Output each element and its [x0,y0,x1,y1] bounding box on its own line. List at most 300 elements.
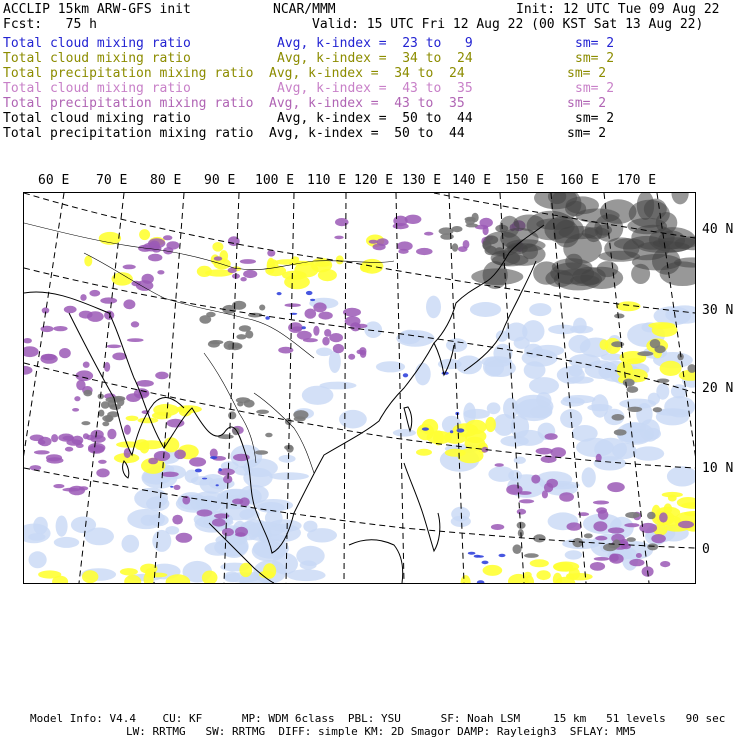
purple-precip-patch [651,534,666,543]
purple-precip-patch [126,393,140,402]
purple-precip-patch [96,468,109,477]
purple-precip-patch [131,321,139,327]
light-cloud-patch [265,524,301,542]
lon-label: 60 E [38,173,70,188]
purple-precip-patch [59,348,71,358]
yellow-cloud-patch [126,416,139,421]
gray-cloud-patch [265,433,272,438]
dark-cloud-mass [631,225,674,250]
yellow-cloud-patch [483,565,503,576]
map-title: ACCLIP 15km ARW-GFS init [3,2,191,17]
yellow-cloud-patch [530,559,549,567]
gray-cloud-patch [655,345,666,353]
purple-precip-patch [53,326,67,331]
forecast-hour: Fcst: 75 h [3,17,97,32]
light-cloud-patch [376,361,405,372]
light-cloud-patch [56,516,68,537]
light-cloud-patch [570,325,593,333]
gray-cloud-patch [627,537,636,542]
light-cloud-patch [252,540,286,561]
light-cloud-patch [451,507,470,522]
init-time: Init: 12 UTC Tue 09 Aug 22 [516,2,720,17]
yellow-cloud-patch [652,323,678,337]
gray-cloud-patch [625,512,640,518]
purple-precip-patch [100,297,117,303]
light-cloud-patch [71,517,96,534]
purple-precip-patch [41,354,56,361]
yellow-cloud-patch [318,269,337,281]
purple-precip-patch [212,518,226,526]
purple-precip-patch [678,521,694,528]
field-name: Total cloud mixing ratio [3,81,191,96]
purple-precip-patch [24,366,33,375]
field-sm: sm= 2 [567,66,607,81]
blue-cloud-speck [302,326,306,329]
dark-cloud-mass [565,254,582,270]
blue-cloud-speck [290,313,298,315]
gray-cloud-patch [98,410,104,417]
gray-cloud-patch [572,538,583,547]
purple-precip-patch [154,451,170,461]
purple-precip-patch [189,457,206,466]
light-cloud-patch [667,466,695,486]
lon-label: 90 E [204,173,236,188]
purple-precip-patch [458,246,468,252]
purple-precip-patch [480,218,493,228]
gray-cloud-patch [81,421,90,425]
model-info: Model Info: V4.4 CU: KF MP: WDM 6class PBL: YSU SF: Noah LSM 15 km 51 levels 90 sec [30,712,726,725]
gray-cloud-patch [236,334,246,339]
coastline-philippines [404,463,440,551]
gray-cloud-patch [256,410,269,414]
purple-precip-patch [598,510,609,520]
purple-precip-patch [51,434,58,442]
purple-precip-patch [240,259,256,264]
gray-cloud-patch [533,534,545,542]
light-cloud-patch [398,330,420,344]
purple-precip-patch [318,312,332,320]
coastline-srilanka [123,461,129,478]
purple-precip-patch [172,515,183,525]
purple-precip-patch [424,232,433,236]
model-physics: LW: RRTMG SW: RRTMG DIFF: simple KM: 2D Smagor DAMP: Rayleigh3 SFLAY: MM5 [126,725,636,738]
purple-precip-patch [161,472,178,477]
gray-cloud-patch [513,544,522,554]
field-name: Total precipitation mixing ratio [3,96,254,111]
gray-cloud-patch [285,418,292,425]
dark-cloud-mass [597,261,619,277]
field-avg: Avg, k-index = 23 to 9 [277,36,473,51]
field-sm: sm= 2 [575,111,615,126]
field-name: Total precipitation mixing ratio [3,66,254,81]
blue-cloud-speck [457,428,465,432]
gray-cloud-patch [611,341,624,347]
gray-cloud-patch [647,512,656,519]
yellow-cloud-patch [152,412,172,420]
light-cloud-patch [364,321,382,338]
gray-cloud-patch [255,450,268,455]
purple-precip-patch [88,445,105,454]
blue-cloud-speck [499,554,506,557]
yellow-cloud-patch [265,265,286,276]
field-sm: sm= 2 [567,96,607,111]
light-cloud-patch [243,468,272,488]
purple-precip-patch [567,522,582,530]
gray-cloud-patch [627,407,642,412]
light-cloud-patch [426,296,441,319]
field-avg: Avg, k-index = 43 to 35 [277,81,473,96]
blue-cloud-speck [403,373,408,377]
lat-label: 10 N [702,461,734,476]
purple-precip-patch [593,521,607,531]
field-sm: sm= 2 [575,36,615,51]
light-cloud-patch [470,302,501,317]
purple-precip-patch [334,236,343,240]
light-cloud-patch [557,366,585,384]
lat-label: 20 N [702,381,734,396]
purple-precip-patch [83,433,89,439]
light-cloud-patch [127,509,165,529]
purple-precip-patch [64,306,77,313]
lat-label: 40 N [702,222,734,237]
blue-cloud-speck [482,561,489,565]
yellow-cloud-patch [284,275,310,290]
dark-cloud-mass [599,251,641,262]
field-name: Total cloud mixing ratio [3,36,191,51]
purple-precip-patch [660,561,670,567]
gray-cloud-patch [653,407,662,412]
purple-precip-patch [357,350,364,355]
purple-precip-patch [243,270,257,278]
field-sm: sm= 2 [575,81,615,96]
yellow-cloud-patch [553,573,562,583]
purple-precip-patch [550,447,566,457]
purple-precip-patch [46,457,63,463]
purple-precip-patch [369,240,378,244]
purple-precip-patch [107,429,116,440]
lon-label: 120 E [354,173,394,188]
light-cloud-patch [561,397,585,406]
purple-precip-patch [609,554,619,562]
purple-precip-patch [127,338,144,342]
purple-precip-patch [30,435,44,442]
field-sm: sm= 2 [575,51,615,66]
light-cloud-patch [656,383,669,399]
purple-precip-patch [62,488,80,492]
purple-precip-patch [80,294,86,301]
purple-precip-patch [329,333,343,342]
purple-precip-patch [83,362,90,368]
yellow-cloud-patch [461,575,471,583]
blue-cloud-speck [210,456,217,459]
light-cloud-patch [560,409,582,428]
dark-cloud-mass [585,221,603,242]
gray-cloud-patch [637,351,653,356]
gray-cloud-patch [452,243,458,252]
purple-precip-patch [305,309,317,319]
purple-precip-patch [89,290,100,297]
light-cloud-patch [296,546,324,566]
field-avg: Avg, k-index = 43 to 35 [269,96,465,111]
purple-precip-patch [87,311,104,322]
lon-label: 140 E [452,173,492,188]
gray-cloud-patch [612,414,625,421]
map-canvas [24,193,695,583]
dark-cloud-mass [570,275,599,286]
purple-precip-patch [174,450,186,460]
field-name: Total cloud mixing ratio [3,51,191,66]
light-cloud-patch [329,350,341,373]
purple-precip-patch [123,299,135,309]
gray-cloud-patch [228,411,236,419]
light-cloud-patch [279,455,296,463]
purple-precip-patch [124,425,131,435]
purple-precip-patch [519,499,534,503]
purple-precip-patch [163,235,172,240]
purple-precip-patch [240,277,246,281]
purple-precip-patch [176,533,193,543]
lon-label: 160 E [560,173,600,188]
gray-cloud-patch [237,402,243,407]
gray-cloud-patch [452,226,463,232]
purple-precip-patch [24,346,39,357]
light-cloud-patch [524,361,546,379]
coastline-taiwan [404,407,412,431]
purple-precip-patch [559,492,574,501]
light-cloud-patch [565,550,582,559]
purple-precip-patch [285,303,301,307]
purple-precip-patch [594,557,610,561]
purple-precip-patch [107,345,122,349]
purple-precip-patch [491,524,504,530]
purple-precip-patch [350,322,361,331]
purple-precip-patch [197,509,213,516]
purple-precip-patch [542,490,548,498]
purple-precip-patch [123,265,136,270]
organization-label: NCAR/MMM [273,2,336,17]
blue-cloud-speck [195,469,202,473]
blue-cloud-speck [477,580,485,583]
purple-precip-patch [65,447,73,452]
light-cloud-patch [514,395,554,418]
purple-precip-patch [72,436,84,445]
gray-cloud-patch [83,390,92,397]
gray-cloud-patch [293,410,308,419]
purple-precip-patch [348,354,355,360]
light-cloud-patch [29,551,47,568]
light-cloud-patch [307,528,337,542]
lat-label: 30 N [702,303,734,318]
coastline-borneo [349,540,403,583]
light-cloud-patch [415,363,431,386]
purple-precip-patch [333,344,344,353]
light-cloud-patch [316,348,332,357]
gray-cloud-patch [614,314,624,319]
gray-cloud-patch [102,415,113,422]
lon-label: 150 E [505,173,545,188]
purple-precip-patch [24,338,32,343]
lat-label: 0 [702,542,710,557]
light-cloud-patch [582,467,596,487]
purple-precip-patch [322,337,329,346]
gray-cloud-patch [623,379,635,387]
lon-label: 70 E [96,173,128,188]
yellow-cloud-patch [336,255,344,264]
light-cloud-patch [134,488,168,509]
gray-cloud-patch [524,553,539,558]
blue-cloud-speck [306,291,313,295]
purple-precip-patch [72,408,79,412]
dark-cloud-mass [672,193,689,204]
yellow-cloud-patch [38,570,61,578]
purple-precip-patch [239,497,249,506]
light-cloud-patch [493,414,515,436]
purple-precip-patch [335,218,349,226]
blue-cloud-speck [474,555,481,558]
yellow-cloud-patch [116,441,141,447]
light-blue-cloud-layer [24,296,695,583]
gray-cloud-patch [209,340,223,344]
light-cloud-patch [514,457,526,464]
light-cloud-patch [339,410,367,429]
purple-precip-patch [545,433,558,440]
lon-label: 110 E [307,173,347,188]
gray-cloud-patch [614,429,627,435]
purple-precip-patch [313,302,326,312]
purple-precip-patch [292,326,303,331]
yellow-cloud-patch [553,562,579,572]
gray-cloud-patch [199,315,211,324]
yellow-cloud-patch [263,563,276,578]
purple-precip-patch [222,528,234,536]
gray-cloud-patch [647,543,658,550]
purple-precip-patch [214,256,222,260]
field-avg: Avg, k-index = 50 to 44 [269,126,465,141]
light-cloud-patch [488,466,514,482]
light-cloud-patch [122,535,140,553]
field-sm: sm= 2 [567,126,607,141]
gray-cloud-patch [465,217,475,225]
blue-cloud-speck [219,468,222,471]
purple-precip-patch [157,270,164,274]
lon-label: 80 E [150,173,182,188]
purple-precip-patch [235,527,248,537]
yellow-cloud-patch [84,256,92,267]
gray-cloud-patch [627,386,639,393]
yellow-cloud-patch [361,259,384,274]
purple-precip-patch [608,527,624,533]
purple-precip-patch [607,482,625,492]
blue-cloud-speck [216,484,219,486]
purple-precip-patch [76,443,84,448]
light-cloud-patch [529,303,551,316]
light-cloud-patch [28,533,45,541]
purple-precip-patch [74,396,80,401]
purple-precip-patch [90,435,105,443]
blue-cloud-speck [468,552,476,555]
field-avg: Avg, k-index = 50 to 44 [277,111,473,126]
gray-cloud-patch [440,233,453,239]
light-cloud-patch [393,429,416,437]
dark-cloud-mass [629,200,670,228]
light-cloud-patch [320,382,357,390]
valid-time: Valid: 15 UTC Fri 12 Aug 22 (00 KST Sat 13 Aug 22) [312,17,704,32]
field-avg: Avg, k-index = 34 to 24 [269,66,465,81]
light-cloud-patch [198,497,211,509]
purple-precip-patch [136,380,154,387]
purple-precip-patch [659,512,668,522]
lon-label: 170 E [617,173,657,188]
light-cloud-patch [269,472,309,480]
lon-label: 130 E [402,173,442,188]
purple-precip-patch [148,254,162,262]
purple-precip-patch [98,460,107,464]
yellow-cloud-patch [139,229,150,240]
blue-cloud-speck [277,292,282,295]
purple-precip-patch [595,536,607,541]
purple-precip-patch [531,475,540,484]
purple-precip-patch [373,244,386,251]
purple-precip-patch [590,562,605,571]
weather-map [23,192,696,584]
yellow-cloud-patch [82,570,98,583]
purple-precip-patch [393,216,407,227]
purple-precip-patch [629,559,644,566]
blue-cloud-speck [450,430,453,433]
purple-precip-patch [416,248,433,255]
light-cloud-patch [522,320,544,342]
blue-cloud-speck [422,427,429,430]
light-cloud-patch [456,356,482,375]
field-name: Total precipitation mixing ratio [3,126,254,141]
purple-precip-patch [536,448,553,455]
light-cloud-patch [591,394,608,417]
gray-cloud-patch [239,325,251,331]
field-avg: Avg, k-index = 34 to 24 [277,51,473,66]
purple-precip-patch [313,326,319,336]
blue-cloud-speck [170,486,173,488]
light-cloud-patch [664,396,695,417]
field-name: Total cloud mixing ratio [3,111,191,126]
purple-precip-patch [155,372,168,380]
purple-precip-patch [624,523,639,527]
yellow-cloud-patch [485,417,496,432]
purple-precip-patch [303,338,318,342]
yellow-cloud-patch [457,448,483,463]
lon-label: 100 E [255,173,295,188]
gray-cloud-patch [102,422,109,427]
purple-precip-patch [41,326,54,332]
yellow-cloud-patch [417,424,434,441]
light-cloud-patch [152,530,171,552]
purple-precip-patch [398,249,408,254]
purple-precip-patch [104,362,110,372]
purple-precip-patch [53,484,64,488]
blue-cloud-speck [202,478,207,480]
yellow-cloud-patch [465,420,486,435]
light-cloud-patch [576,438,614,457]
yellow-cloud-patch [315,262,330,267]
purple-precip-patch [636,553,642,558]
yellow-cloud-patch [212,242,223,252]
purple-precip-patch [593,501,609,505]
light-cloud-patch [633,446,664,460]
blue-cloud-speck [310,299,315,301]
yellow-cloud-patch [660,361,682,376]
light-cloud-patch [529,377,559,394]
gray-cloud-patch [259,305,265,311]
yellow-cloud-patch [668,495,677,502]
